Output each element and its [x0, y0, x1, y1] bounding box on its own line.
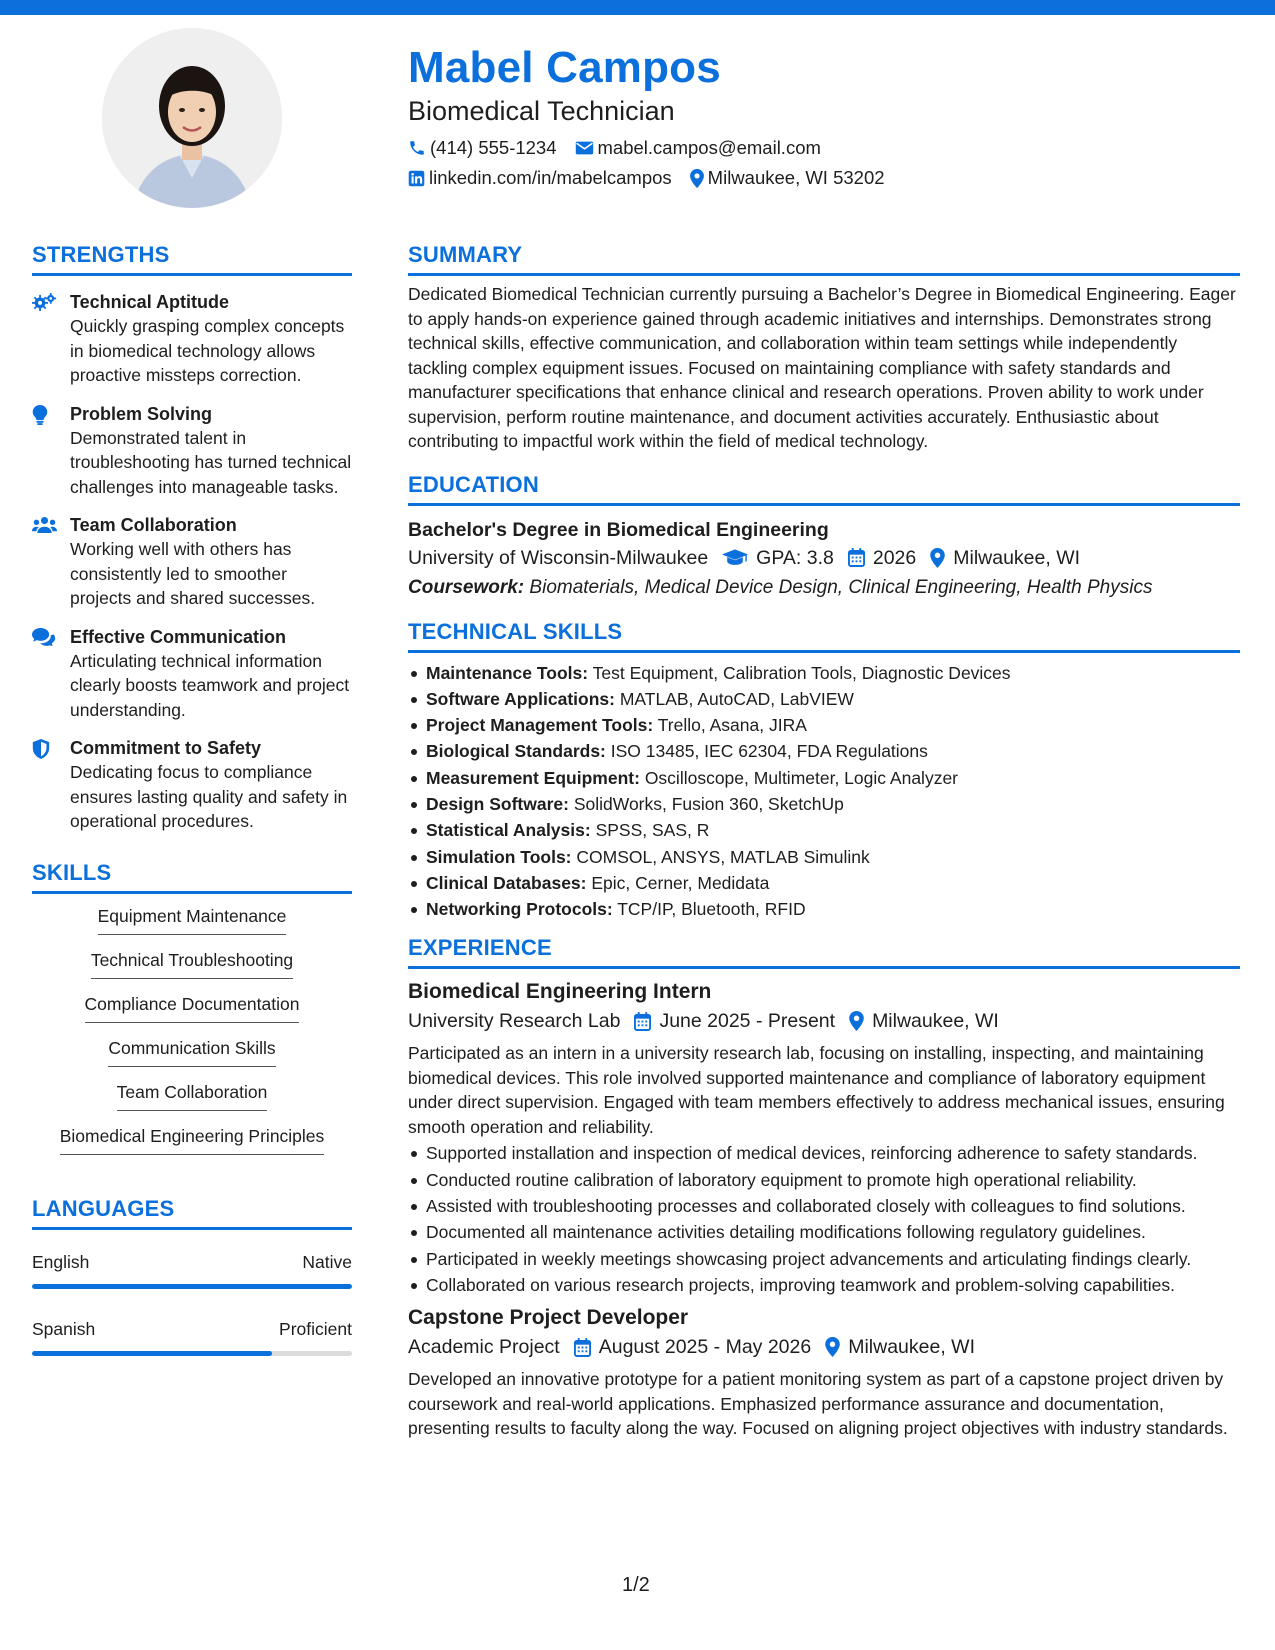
language-level: Native [302, 1251, 352, 1272]
candidate-title: Biomedical Technician [408, 96, 675, 126]
strength-item [32, 625, 352, 723]
tech-skill-value: SPSS, SAS, R [595, 820, 710, 841]
users-icon [32, 516, 57, 534]
job-bullets [408, 1141, 1240, 1297]
strength-item [32, 402, 352, 500]
strengths-rule [32, 273, 352, 276]
tech-skill-label: Measurement Equipment: [426, 767, 640, 788]
tech-skill-value: Test Equipment, Calibration Tools, Diagnostic Devices [592, 662, 1011, 683]
strengths-heading: STRENGTHS [32, 242, 170, 267]
technical-skills-list [408, 661, 1240, 922]
location-contact [690, 166, 885, 190]
strength-desc: Dedicating focus to compliance ensures lasting quality and safety in operational procedures. [70, 762, 348, 831]
language-item [32, 1250, 352, 1289]
map-pin-icon [825, 1337, 840, 1357]
strength-title: Effective Communication [70, 626, 287, 647]
tech-skill-item [408, 739, 1240, 764]
job-title: Capstone Project Developer [408, 1306, 689, 1330]
language-item [32, 1317, 352, 1356]
language-bar [32, 1284, 352, 1289]
school-name: University of Wisconsin-Milwaukee [408, 546, 709, 569]
phone-contact[interactable] [408, 136, 557, 160]
summary-heading: SUMMARY [408, 242, 523, 267]
linkedin-text: linkedin.com/in/mabelcampos [429, 167, 672, 188]
job-dates: June 2025 - Present [659, 1010, 836, 1033]
strength-item [32, 513, 352, 611]
page-number: 1/2 [622, 1574, 650, 1596]
map-pin-icon [930, 548, 945, 568]
job-bullet: Participated in weekly meetings showcasing project advancements and articulating findings clearly. [408, 1247, 1240, 1272]
linkedin-contact[interactable] [408, 166, 672, 190]
skills-rule [32, 891, 352, 894]
summary-text: Dedicated Biomedical Technician currently pursuing a Bachelor’s Degree in Biomedical Engineering. Eager to apply hands-on experience gained through academic initiatives and internships. Demonstrates strong technical skills, effective communication, and collaboration within team settings while independently tackling complex equipment issues. Focused on maintaining compliance with safety standards and manufacturer specifications that enhance clinical and research operations. Proven ability to work under supervision, perform routine maintenance, and document activities accurately. Enthusiastic about contributing to impactful work within the field of medical technology. [408, 284, 1236, 451]
right-column [408, 240, 1240, 1441]
tech-skill-value: ISO 13485, IEC 62304, FDA Regulations [610, 741, 928, 762]
summary-rule [408, 273, 1240, 276]
job-bullet: Assisted with troubleshooting processes and collaborated closely with colleagues to find solutions. [408, 1194, 1240, 1219]
tech-skill-item [408, 845, 1240, 870]
tech-skill-item [408, 897, 1240, 922]
tech-skill-label: Maintenance Tools: [426, 662, 589, 683]
job-location: Milwaukee, WI [848, 1336, 975, 1359]
skill-tag: Technical Troubleshooting [91, 948, 293, 979]
strength-desc: Quickly grasping complex concepts in biomedical technology allows proactive missteps correction. [70, 316, 345, 385]
tech-skill-label: Networking Protocols: [426, 899, 613, 920]
strength-item [32, 736, 352, 834]
tech-skill-value: TCP/IP, Bluetooth, RFID [617, 899, 806, 920]
skill-tag: Equipment Maintenance [98, 904, 287, 935]
coursework-list: Biomaterials, Medical Device Design, Clinical Engineering, Health Physics [529, 576, 1153, 598]
contact-row-2 [408, 166, 1238, 190]
envelope-icon [575, 140, 594, 156]
experience-heading: EXPERIENCE [408, 935, 552, 961]
tech-skill-value: Trello, Asana, JIRA [657, 715, 807, 736]
contact-row-1 [408, 136, 1238, 160]
tech-skill-item [408, 713, 1240, 738]
tech-skill-label: Clinical Databases: [426, 872, 587, 893]
strength-item [32, 290, 352, 388]
resume-header [408, 42, 1238, 190]
calendar-icon [634, 1012, 651, 1031]
languages-rule [32, 1227, 352, 1230]
experience-rule [408, 966, 1240, 969]
tech-skill-label: Design Software: [426, 793, 569, 814]
gpa-text: GPA: 3.8 [756, 546, 834, 569]
languages-heading: LANGUAGES [32, 1195, 175, 1221]
gears-icon [32, 293, 57, 311]
job-org: Academic Project [408, 1336, 560, 1359]
tech-skill-value: SolidWorks, Fusion 360, SketchUp [573, 793, 844, 814]
job-dates: August 2025 - May 2026 [598, 1336, 812, 1359]
skill-tag: Compliance Documentation [85, 992, 300, 1023]
job-description: Developed an innovative prototype for a patient monitoring system as part of a capstone project driven by coursework and real-world applications. Emphasized performance assurance and documentation, presenting results to faculty along the way. Focused on aligning project objectives with industry standards. [408, 1369, 1228, 1439]
job-org: University Research Lab [408, 1010, 621, 1033]
email-text: mabel.campos@email.com [597, 137, 821, 158]
skills-heading: SKILLS [32, 859, 112, 885]
job-meta [408, 1333, 1240, 1361]
map-pin-icon [849, 1011, 864, 1031]
strength-desc: Working well with others has consistently led to smoother projects and shared successes. [70, 539, 316, 608]
candidate-name: Mabel Campos [408, 43, 721, 92]
technical-skills-rule [408, 650, 1240, 653]
language-name: Spanish [32, 1318, 96, 1339]
education-rule [408, 503, 1240, 506]
language-bar-fill [32, 1284, 352, 1289]
strength-title: Technical Aptitude [70, 292, 230, 312]
technical-skills-heading: TECHNICAL SKILLS [408, 618, 623, 644]
degree-title: Bachelor's Degree in Biomedical Engineering [408, 518, 829, 541]
job-bullet: Supported installation and inspection of medical devices, reinforcing adherence to safety standards. [408, 1141, 1240, 1166]
tech-skill-value: Oscilloscope, Multimeter, Logic Analyzer [644, 767, 959, 788]
tech-skill-value: COMSOL, ANSYS, MATLAB Simulink [576, 846, 870, 867]
tech-skill-item [408, 871, 1240, 896]
job-description: Participated as an intern in a university research lab, focusing on installing, inspecting, and maintaining biomedical devices. This role involved supported maintenance and compliance of laboratory equipment under direct supervision. Engaged with team members effectively to address mechanical issues, ensuring smooth operation and reliability. [408, 1043, 1225, 1137]
tech-skill-label: Biological Standards: [426, 741, 606, 762]
job-bullet: Documented all maintenance activities detailing modifications following regulatory guidelines. [408, 1220, 1240, 1245]
strength-desc: Articulating technical information clearly boosts teamwork and project understanding. [70, 650, 350, 720]
language-name: English [32, 1251, 90, 1272]
strength-title: Team Collaboration [70, 515, 237, 535]
tech-skill-value: MATLAB, AutoCAD, LabVIEW [619, 688, 854, 709]
profile-photo-illustration [102, 28, 282, 208]
tech-skill-label: Statistical Analysis: [426, 820, 591, 841]
map-pin-icon [690, 169, 704, 188]
tech-skill-label: Simulation Tools: [426, 846, 572, 867]
language-bar [32, 1351, 352, 1356]
graduation-year: 2026 [872, 546, 917, 569]
coursework-label: Coursework: [408, 576, 525, 598]
tech-skill-label: Software Applications: [426, 688, 615, 709]
lightbulb-icon [32, 405, 48, 425]
location-text: Milwaukee, WI 53202 [707, 167, 885, 188]
skill-tag: Team Collaboration [117, 1080, 268, 1111]
tech-skill-item [408, 661, 1240, 686]
linkedin-icon [408, 170, 425, 187]
comments-icon [32, 628, 56, 646]
left-column [32, 240, 352, 1356]
profile-photo [102, 28, 282, 208]
strength-title: Commitment to Safety [70, 738, 262, 758]
strength-title: Problem Solving [70, 403, 213, 424]
tech-skill-label: Project Management Tools: [426, 715, 654, 736]
language-bar-fill [32, 1351, 272, 1356]
tech-skill-item [408, 792, 1240, 817]
job-bullet: Collaborated on various research projects, improving teamwork and problem-solving capabilities. [408, 1273, 1240, 1298]
job-location: Milwaukee, WI [872, 1010, 999, 1033]
education-meta [408, 544, 1240, 572]
phone-text: (414) 555-1234 [430, 137, 557, 158]
education-heading: EDUCATION [408, 471, 539, 497]
calendar-icon [574, 1338, 591, 1357]
email-contact[interactable] [575, 136, 821, 160]
top-accent-bar [0, 0, 1275, 15]
graduation-cap-icon [722, 549, 748, 567]
coursework-line [408, 573, 1240, 603]
skills-list [32, 904, 352, 1168]
skill-tag: Biomedical Engineering Principles [60, 1124, 325, 1155]
school-location: Milwaukee, WI [953, 546, 1081, 569]
job-bullet: Conducted routine calibration of laboratory equipment to promote high operational reliability. [408, 1168, 1240, 1193]
job-meta [408, 1007, 1240, 1035]
strength-desc: Demonstrated talent in troubleshooting has turned technical challenges into manageable tasks. [70, 427, 352, 497]
tech-skill-value: Epic, Cerner, Medidata [591, 872, 770, 893]
tech-skill-item [408, 687, 1240, 712]
skill-tag: Communication Skills [108, 1036, 275, 1067]
calendar-icon [848, 548, 865, 567]
phone-icon [408, 139, 426, 157]
language-level: Proficient [279, 1318, 352, 1339]
shield-icon [32, 739, 50, 759]
tech-skill-item [408, 766, 1240, 791]
tech-skill-item [408, 818, 1240, 843]
job-title: Biomedical Engineering Intern [408, 980, 712, 1004]
